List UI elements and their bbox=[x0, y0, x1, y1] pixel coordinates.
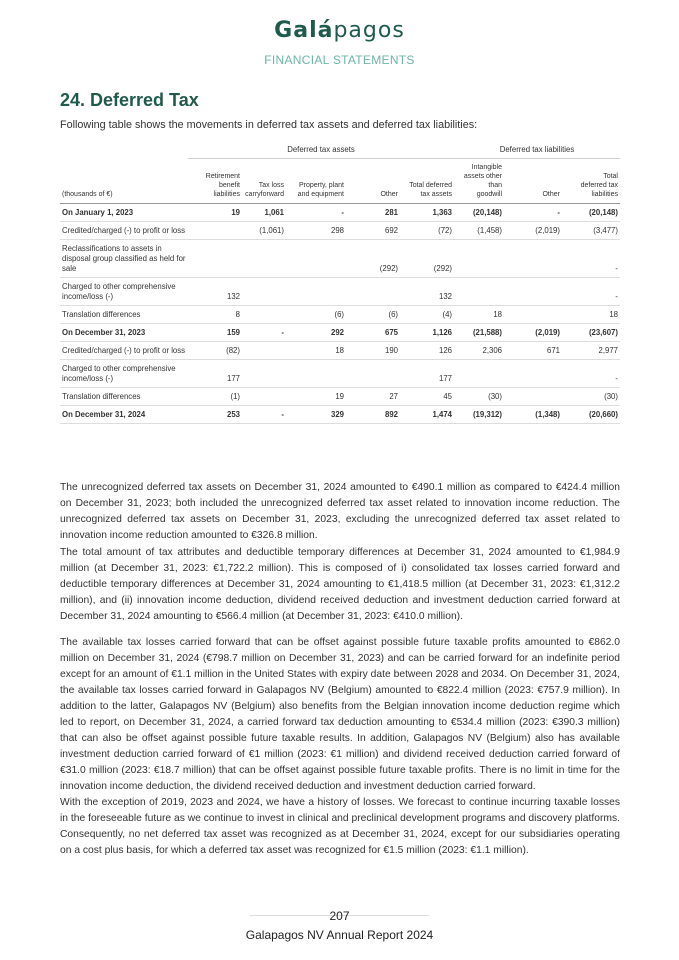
column-header: Other bbox=[346, 159, 400, 204]
row-label: Credited/charged (-) to profit or loss bbox=[60, 222, 188, 240]
row-label: On December 31, 2024 bbox=[60, 406, 188, 424]
row-label: Charged to other comprehensive income/loss (-) bbox=[60, 360, 188, 388]
table-cell: 190 bbox=[346, 342, 400, 360]
section-label: FINANCIAL STATEMENTS bbox=[264, 53, 415, 67]
column-header: Tax loss carryforward bbox=[242, 159, 286, 204]
table-cell bbox=[188, 240, 242, 278]
table-cell: 18 bbox=[454, 306, 504, 324]
group-deferred-tax-liabilities: Deferred tax liabilities bbox=[454, 141, 620, 159]
table-cell: 132 bbox=[400, 278, 454, 306]
table-cell: - bbox=[562, 278, 620, 306]
page-number: 207 bbox=[329, 909, 350, 923]
table-cell: (20,660) bbox=[562, 406, 620, 424]
table-cell: - bbox=[504, 204, 562, 222]
table-cell: 19 bbox=[188, 204, 242, 222]
table-cell: - bbox=[242, 324, 286, 342]
table-cell: 27 bbox=[346, 388, 400, 406]
table-cell: (19,312) bbox=[454, 406, 504, 424]
table-cell: 177 bbox=[188, 360, 242, 388]
table-cell: 281 bbox=[346, 204, 400, 222]
table-cell: 8 bbox=[188, 306, 242, 324]
group-deferred-tax-assets: Deferred tax assets bbox=[188, 141, 454, 159]
column-header: Intangible assets other than goodwill bbox=[454, 159, 504, 204]
table-row bbox=[60, 204, 620, 222]
galapagos-logo bbox=[0, 18, 679, 43]
table-cell: 132 bbox=[188, 278, 242, 306]
table-row bbox=[60, 360, 620, 388]
table-cell bbox=[188, 222, 242, 240]
table-cell: (1) bbox=[188, 388, 242, 406]
table-cell bbox=[504, 388, 562, 406]
table-cell: 19 bbox=[286, 388, 346, 406]
table-cell: 253 bbox=[188, 406, 242, 424]
table-cell: 2,306 bbox=[454, 342, 504, 360]
table-row bbox=[60, 388, 620, 406]
deferred-tax-table bbox=[60, 141, 620, 424]
column-header: Retirement benefit liabilities bbox=[188, 159, 242, 204]
table-cell bbox=[242, 388, 286, 406]
column-header: Other bbox=[504, 159, 562, 204]
body-paragraph: The available tax losses carried forward that can be offset against possible future taxable profits amounted to €862.0 million on December 31, 2024 (€798.7 million on December 31, 2023) and can be carried forward for an indefinite period except for an amount of €1.1 million in the United States with expiry date between 2028 and 2034. On December 31, 2024, the available tax losses carried forward in Galapagos NV (Belgium) amounted to €822.4 million (2023: €757.9 million). In addition to the latter, Galapagos NV (Belgium) also benefits from the Belgian innovation income deduction regime which led to report, on December 31, 2024, a carried forward tax deduction amounting to €534.4 million (2023: €390.3 million) that can also be offset against possible future taxable results. In addition, Galapagos NV (Belgium) also has available investment deduction carried forward of €1 million (2023: €1 million) and dividend received deduction carried forward of €31.0 million (2023: €18.7 million) that can be offset against possible future taxable profits. There is no limit in time for the innovation income deduction, the dividend received deduction and investment deduction carried forward. bbox=[60, 637, 620, 792]
table-cell: 1,474 bbox=[400, 406, 454, 424]
table-cell bbox=[346, 360, 400, 388]
row-label: On December 31, 2023 bbox=[60, 324, 188, 342]
table-cell: - bbox=[286, 204, 346, 222]
row-label: Credited/charged (-) to profit or loss bbox=[60, 342, 188, 360]
page-heading: 24. Deferred Tax bbox=[60, 90, 199, 110]
table-cell: 177 bbox=[400, 360, 454, 388]
table-cell: (20,148) bbox=[562, 204, 620, 222]
table-cell bbox=[242, 306, 286, 324]
table-cell: (1,061) bbox=[242, 222, 286, 240]
table-cell bbox=[504, 306, 562, 324]
body-paragraph: With the exception of 2019, 2023 and 2024, we have a history of losses. We forecast to continue incurring taxable losses in the foreseeable future as we continue to invest in clinical and preclinical development programs and discovery platforms. Consequently, no net deferred tax asset was recognized as at December 31, 2024, except for our subsidiaries operating on a cost plus basis, for which a deferred tax asset was recognized for €1.5 million (2023: €1.1 million). bbox=[60, 797, 620, 856]
table-cell: 1,363 bbox=[400, 204, 454, 222]
table-cell bbox=[346, 278, 400, 306]
table-cell: (20,148) bbox=[454, 204, 504, 222]
table-row bbox=[60, 324, 620, 342]
row-label: Translation differences bbox=[60, 306, 188, 324]
intro-text: Following table shows the movements in deferred tax assets and deferred tax liabilities: bbox=[60, 119, 478, 131]
table-cell: (21,588) bbox=[454, 324, 504, 342]
body-paragraph: The total amount of tax attributes and deductible temporary differences at December 31, 2024 amounted to €1,984.9 million (at December 31, 2023: €1,722.2 million). This is composed of i) consolidated tax losses carried forward and deductible temporary differences at December 31, 2024 amounting to €1,418.5 million (at December 31, 2023: €1,312.2 million), and (ii) innovation income deduction, dividend received deduction and investment deduction carried forward at December 31, 2024 amounting to €566.4 million (at December 31, 2023: €410.0 million). bbox=[60, 547, 620, 622]
table-cell bbox=[454, 360, 504, 388]
table-cell: (30) bbox=[562, 388, 620, 406]
units-label: (thousands of €) bbox=[60, 159, 188, 204]
table-row bbox=[60, 342, 620, 360]
table-cell: 292 bbox=[286, 324, 346, 342]
table-cell: (2,019) bbox=[504, 222, 562, 240]
table-cell: 671 bbox=[504, 342, 562, 360]
table-row bbox=[60, 406, 620, 424]
table-row bbox=[60, 222, 620, 240]
table-cell bbox=[504, 278, 562, 306]
table-cell bbox=[286, 240, 346, 278]
table-cell: 329 bbox=[286, 406, 346, 424]
table-cell: 1,126 bbox=[400, 324, 454, 342]
table-body bbox=[60, 204, 620, 424]
table-row bbox=[60, 240, 620, 278]
table-cell bbox=[454, 278, 504, 306]
table-cell: (3,477) bbox=[562, 222, 620, 240]
table-cell: 2,977 bbox=[562, 342, 620, 360]
table-cell: (292) bbox=[400, 240, 454, 278]
table-cell: 675 bbox=[346, 324, 400, 342]
table-row bbox=[60, 278, 620, 306]
row-label: Reclassifications to assets in disposal group classified as held for sale bbox=[60, 240, 188, 278]
table-cell: 892 bbox=[346, 406, 400, 424]
table-cell bbox=[242, 278, 286, 306]
table-cell bbox=[242, 360, 286, 388]
table-cell: (6) bbox=[346, 306, 400, 324]
table-cell bbox=[504, 240, 562, 278]
row-label: Translation differences bbox=[60, 388, 188, 406]
table-cell: - bbox=[242, 406, 286, 424]
body-paragraph: The unrecognized deferred tax assets on December 31, 2024 amounted to €490.1 million as compared to €424.4 million on December 31, 2023; both included the unrecognized deferred tax asset related to innovation income reduction. The unrecognized deferred tax assets on December 31, 2023, excluding the unrecognized deferred tax asset related to innovation income reduction amounted to €326.8 million. bbox=[60, 482, 620, 541]
table-cell: 692 bbox=[346, 222, 400, 240]
table-cell: 18 bbox=[562, 306, 620, 324]
table-cell: 126 bbox=[400, 342, 454, 360]
column-header-row bbox=[60, 159, 620, 204]
table-cell bbox=[286, 360, 346, 388]
row-label: On January 1, 2023 bbox=[60, 204, 188, 222]
column-header: Property, plant and equipment bbox=[286, 159, 346, 204]
table-cell: (6) bbox=[286, 306, 346, 324]
column-header: Total deferred tax liabilities bbox=[562, 159, 620, 204]
logo-prefix: Galá bbox=[274, 18, 334, 43]
table-row bbox=[60, 306, 620, 324]
table-cell: (1,458) bbox=[454, 222, 504, 240]
logo-suffix: pagos bbox=[333, 18, 405, 43]
table-cell: (1,348) bbox=[504, 406, 562, 424]
row-label: Charged to other comprehensive income/loss (-) bbox=[60, 278, 188, 306]
table-cell: (4) bbox=[400, 306, 454, 324]
table-cell: (292) bbox=[346, 240, 400, 278]
table-cell: 159 bbox=[188, 324, 242, 342]
table-cell: 1,061 bbox=[242, 204, 286, 222]
table-cell: - bbox=[562, 240, 620, 278]
table-cell: 45 bbox=[400, 388, 454, 406]
footer-title: Galapagos NV Annual Report 2024 bbox=[245, 928, 434, 942]
table-cell: (2,019) bbox=[504, 324, 562, 342]
table-cell bbox=[504, 360, 562, 388]
table-cell: (30) bbox=[454, 388, 504, 406]
table-cell bbox=[286, 278, 346, 306]
table-cell: (72) bbox=[400, 222, 454, 240]
group-header-row bbox=[60, 141, 620, 159]
table-cell: (82) bbox=[188, 342, 242, 360]
table-cell bbox=[242, 342, 286, 360]
table-cell: 298 bbox=[286, 222, 346, 240]
table-cell: - bbox=[562, 360, 620, 388]
table-cell: 18 bbox=[286, 342, 346, 360]
column-header: Total deferred tax assets bbox=[400, 159, 454, 204]
table-cell: (23,607) bbox=[562, 324, 620, 342]
table-cell bbox=[242, 240, 286, 278]
table-cell bbox=[454, 240, 504, 278]
